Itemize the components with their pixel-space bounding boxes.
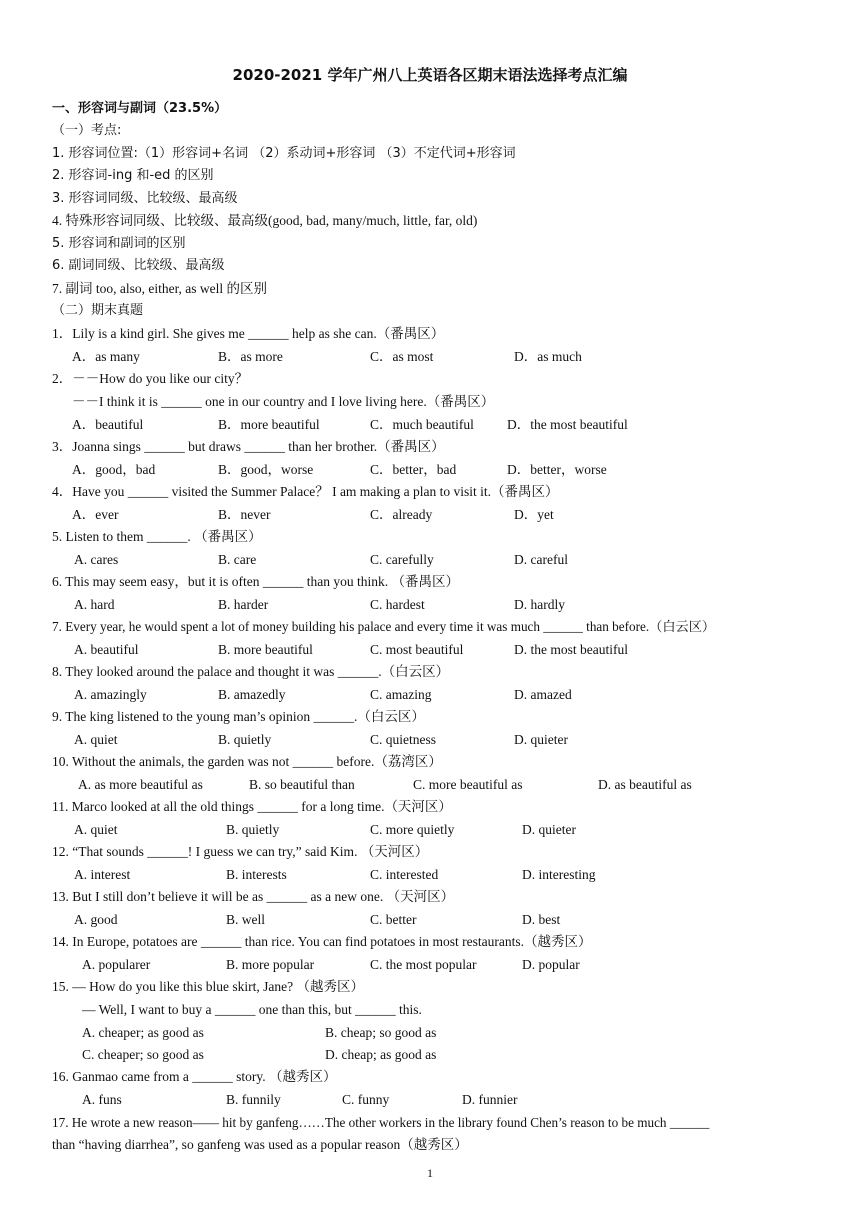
q14-option-d: D. popular	[522, 957, 580, 972]
question-11: 11. Marco looked at all the old things ______ for a long time.（天河区）	[52, 799, 452, 814]
q12-option-a: A. interest	[74, 867, 131, 882]
q1-option-d: D．as much	[514, 349, 582, 364]
q13-option-a: A. good	[74, 912, 118, 927]
q4-option-a: A．ever	[72, 507, 119, 522]
q5-option-a: A. cares	[74, 552, 119, 567]
question-14: 14. In Europe, potatoes are ______ than rice. You can find potatoes in most restaurants.（越秀区）	[52, 934, 592, 949]
q13-option-b: B. well	[226, 912, 265, 927]
q15-option-c: C. cheaper; so good as	[82, 1047, 204, 1062]
q10-option-a: A. as more beautiful as	[78, 777, 203, 792]
q4-option-c: C．already	[370, 507, 433, 522]
question-4: 4．Have you ______ visited the Summer Palace？ I am making a plan to visit it.（番禺区）	[52, 484, 559, 499]
page-title: 2020-2021 学年广州八上英语各区期末语法选择考点汇编	[232, 66, 628, 84]
q14-option-c: C. the most popular	[370, 957, 477, 972]
question-5: 5. Listen to them ______. （番禺区）	[52, 529, 262, 544]
page-number: 1	[427, 1166, 433, 1180]
q1-option-a: A．as many	[72, 349, 140, 364]
point-1: 1. 形容词位置:（1）形容词+名词 （2）系动词+形容词 （3）不定代词+形容词	[52, 146, 516, 161]
q3-option-d: D．better，worse	[507, 462, 607, 477]
q7-option-c: C. most beautiful	[370, 642, 464, 657]
q15-option-d: D. cheap; as good as	[325, 1047, 437, 1062]
q11-option-d: D. quieter	[522, 822, 576, 837]
q2-option-a: A．beautiful	[72, 417, 144, 432]
q15-option-a: A. cheaper; as good as	[82, 1025, 204, 1040]
point-5: 5. 形容词和副词的区别	[52, 236, 186, 251]
question-2: 2．－－How do you like our city？	[52, 371, 249, 386]
question-15-line2: — Well, I want to buy a ______ one than this, but ______ this.	[82, 1002, 422, 1017]
q5-option-b: B. care	[218, 552, 257, 567]
point-6: 6. 副词同级、比较级、最高级	[52, 258, 225, 273]
q3-option-c: C．better，bad	[370, 462, 457, 477]
q3-option-a: A．good，bad	[72, 462, 156, 477]
q8-option-a: A. amazingly	[74, 687, 147, 702]
q2-option-c: C．much beautiful	[370, 417, 474, 432]
q8-option-d: D. amazed	[514, 687, 572, 702]
point-4: 4. 特殊形容词同级、比较级、最高级(good, bad, many/much, little, far, old)	[52, 213, 478, 228]
question-16: 16. Ganmao came from a ______ story. （越秀区）	[52, 1069, 337, 1084]
q7-option-d: D. the most beautiful	[514, 642, 628, 657]
question-17-line2: than “having diarrhea”, so ganfeng was used as a popular reason（越秀区）	[52, 1137, 468, 1152]
q13-option-c: C. better	[370, 912, 417, 927]
q4-option-d: D．yet	[514, 507, 554, 522]
question-7: 7. Every year, he would spent a lot of money building his palace and every time it was much ______ than before.（白云区）	[52, 619, 716, 634]
q13-option-d: D. best	[522, 912, 561, 927]
q16-option-a: A. funs	[82, 1092, 122, 1107]
q6-option-d: D. hardly	[514, 597, 565, 612]
q8-option-c: C. amazing	[370, 687, 432, 702]
q8-option-b: B. amazedly	[218, 687, 286, 702]
question-13: 13. But I still don’t believe it will be as ______ as a new one. （天河区）	[52, 889, 455, 904]
q16-option-b: B. funnily	[226, 1092, 281, 1107]
q15-option-b: B. cheap; so good as	[325, 1025, 437, 1040]
point-3: 3. 形容词同级、比较级、最高级	[52, 191, 238, 206]
q12-option-c: C. interested	[370, 867, 439, 882]
q10-option-d: D. as beautiful as	[598, 777, 692, 792]
q6-option-b: B. harder	[218, 597, 269, 612]
question-12: 12. “That sounds ______! I guess we can try,” said Kim. （天河区）	[52, 844, 429, 859]
question-10: 10. Without the animals, the garden was not ______ before.（荔湾区）	[52, 754, 442, 769]
subsection-points: （一）考点:	[52, 123, 122, 138]
q2-option-b: B．more beautiful	[218, 417, 320, 432]
question-9: 9. The king listened to the young man’s opinion ______.（白云区）	[52, 709, 425, 724]
q16-option-d: D. funnier	[462, 1092, 518, 1107]
question-8: 8. They looked around the palace and thought it was ______.（白云区）	[52, 664, 450, 679]
q9-option-d: D. quieter	[514, 732, 568, 747]
q12-option-b: B. interests	[226, 867, 287, 882]
q16-option-c: C. funny	[342, 1092, 390, 1107]
q6-option-a: A. hard	[74, 597, 115, 612]
q5-option-c: C. carefully	[370, 552, 434, 567]
q3-option-b: B．good，worse	[218, 462, 314, 477]
q14-option-b: B. more popular	[226, 957, 315, 972]
q9-option-a: A. quiet	[74, 732, 118, 747]
q11-option-b: B. quietly	[226, 822, 280, 837]
question-6: 6. This may seem easy，but it is often ______ than you think. （番禺区）	[52, 574, 459, 589]
question-1: 1．Lily is a kind girl. She gives me ______ help as she can.（番禺区）	[52, 326, 445, 341]
q11-option-a: A. quiet	[74, 822, 118, 837]
question-2-line2: －－I think it is ______ one in our country and I love living here.（番禺区）	[72, 394, 495, 409]
q12-option-d: D. interesting	[522, 867, 596, 882]
q5-option-d: D. careful	[514, 552, 568, 567]
q4-option-b: B．never	[218, 507, 271, 522]
q14-option-a: A. popularer	[82, 957, 151, 972]
q1-option-c: C．as most	[370, 349, 434, 364]
q10-option-c: C. more beautiful as	[413, 777, 523, 792]
q11-option-c: C. more quietly	[370, 822, 455, 837]
question-3: 3．Joanna sings ______ but draws ______ than her brother.（番禺区）	[52, 439, 445, 454]
q6-option-c: C. hardest	[370, 597, 425, 612]
q10-option-b: B. so beautiful than	[249, 777, 355, 792]
q2-option-d: D．the most beautiful	[507, 417, 628, 432]
section-heading: 一、形容词与副词（23.5%）	[52, 101, 228, 116]
q9-option-c: C. quietness	[370, 732, 436, 747]
q1-option-b: B．as more	[218, 349, 283, 364]
q7-option-b: B. more beautiful	[218, 642, 313, 657]
point-7: 7. 副词 too, also, either, as well 的区别	[52, 281, 268, 296]
subsection-questions: （二）期末真题	[52, 303, 144, 318]
question-17: 17. He wrote a new reason—— hit by ganfeng……The other workers in the library found Chen’s reason to be much ______	[52, 1115, 710, 1130]
question-15: 15. — How do you like this blue skirt, Jane? （越秀区）	[52, 979, 364, 994]
point-2: 2. 形容词-ing 和-ed 的区别	[52, 168, 214, 183]
q7-option-a: A. beautiful	[74, 642, 139, 657]
q9-option-b: B. quietly	[218, 732, 272, 747]
